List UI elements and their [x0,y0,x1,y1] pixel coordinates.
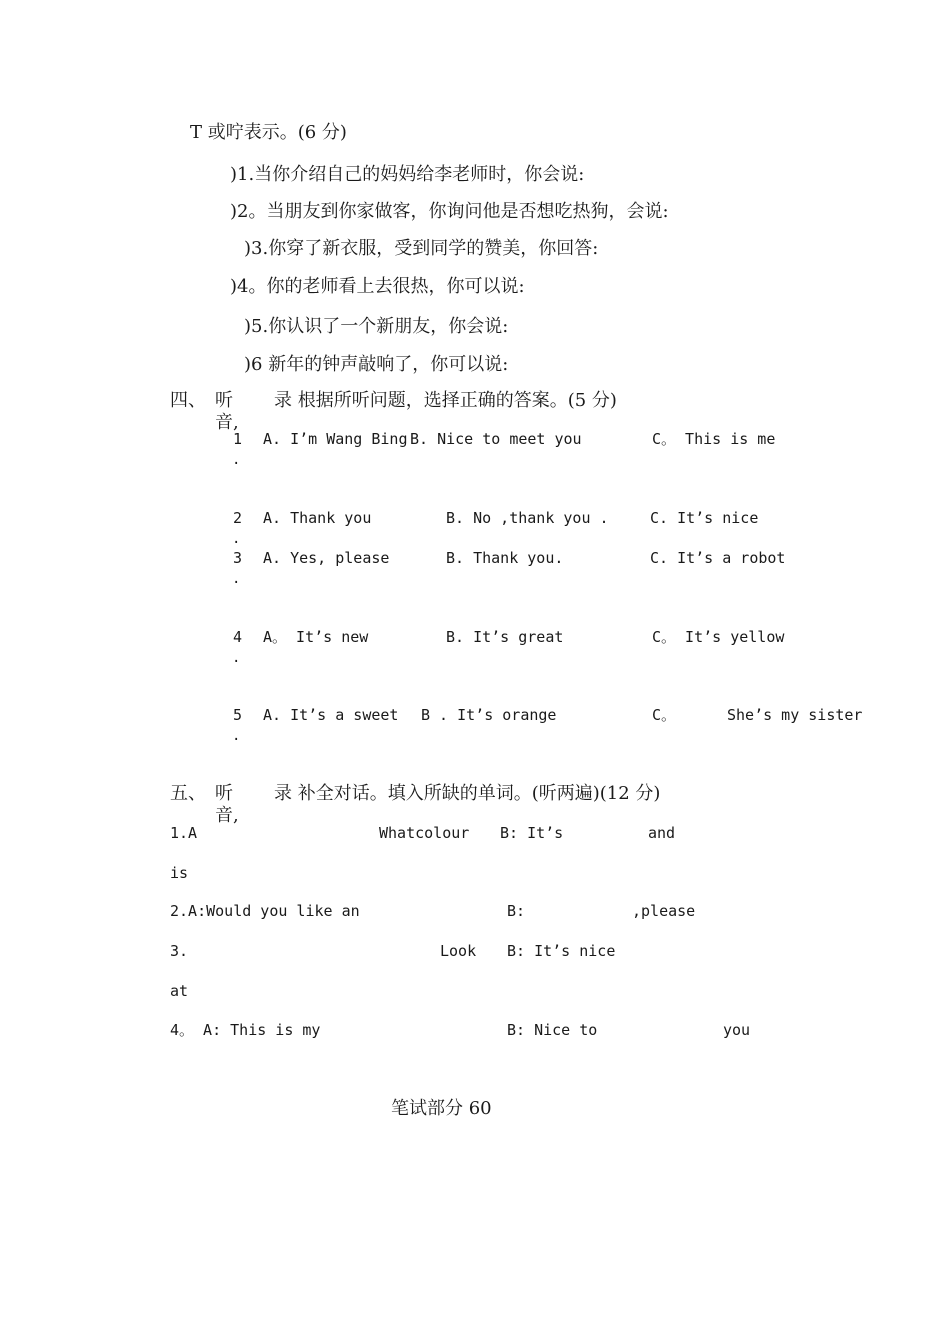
question-number: 1 [233,430,243,448]
option-c: C。 [652,706,677,724]
dialog-1-what: Whatcolour [379,824,470,842]
written-part-heading: 笔试部分 60 [391,1098,492,1119]
dialog-3-b: B: It’s nice [507,942,616,960]
dialog-1-b: B: It’s [500,824,564,842]
option-a: A. Yes, please [263,549,390,567]
question-dot: . [232,452,241,468]
dialog-1-and: and [648,824,676,842]
section5-title: 录 补全对话。填入所缺的单词。(听两遍)(12 分) [274,783,661,804]
option-a: A。 It’s new [263,628,369,646]
dialog-2-please: ,please [632,902,696,920]
option-c: C。 This is me [652,430,776,448]
option-b: B. No ,thank you . [446,509,609,527]
section5-ting: 听 [215,783,233,804]
option-c: C. It’s a robot [650,549,786,567]
dialog-4-you: you [723,1021,751,1039]
question-dot: . [232,531,241,547]
section4-ting: 听 [215,390,233,411]
section3-item-1: )1.当你介绍自己的妈妈给李老师时，你会说: [230,164,585,185]
dialog-3-look: Look [440,942,477,960]
option-c: C. It’s nice [650,509,759,527]
dialog-2-a: 2.A:Would you like an [170,902,360,920]
section3-item-3: )3.你穿了新衣服，受到同学的赞美，你回答: [244,238,599,259]
dialog-2-b: B: [507,902,526,920]
section3-item-5: )5.你认识了一个新朋友，你会说: [244,316,509,337]
section4-number: 四、 [170,390,206,411]
option-a: A. I’m Wang Bing [263,430,408,448]
question-dot: . [232,728,241,744]
question-number: 2 [233,509,243,527]
section4-yin: 音, [215,412,239,433]
option-c-text: She’s my sister [727,706,863,724]
question-number: 5 [233,706,243,724]
dialog-3-number: 3. [170,942,189,960]
section5-number: 五、 [170,783,206,804]
option-a: A. Thank you [263,509,372,527]
section4-title: 录 根据所听问题，选择正确的答案。(5 分) [274,390,617,411]
question-number: 3 [233,549,243,567]
section3-intro: T 或咛表示。(6 分) [190,122,347,143]
section3-item-2: )2。当朋友到你家做客，你询问他是否想吃热狗，会说: [230,201,669,222]
section5-yin: 音, [215,805,239,826]
option-a: A. It’s a sweet [263,706,399,724]
section3-item-6: )6 新年的钟声敲响了，你可以说: [244,354,509,375]
dialog-3-at: at [170,982,189,1000]
question-number: 4 [233,628,243,646]
option-b: B. Thank you. [446,549,564,567]
dialog-4-a: 4。 A: This is my [170,1021,321,1039]
option-b: B . It’s orange [421,706,557,724]
dialog-1-is: is [170,864,189,882]
option-c: C。 It’s yellow [652,628,785,646]
option-b: B. It’s great [446,628,564,646]
dialog-1-a: 1.A [170,824,198,842]
question-dot: . [232,650,241,666]
option-b: B. Nice to meet you [410,430,582,448]
question-dot: . [232,571,241,587]
section3-item-4: )4。你的老师看上去很热，你可以说: [230,276,525,297]
dialog-4-b: B: Nice to [507,1021,598,1039]
